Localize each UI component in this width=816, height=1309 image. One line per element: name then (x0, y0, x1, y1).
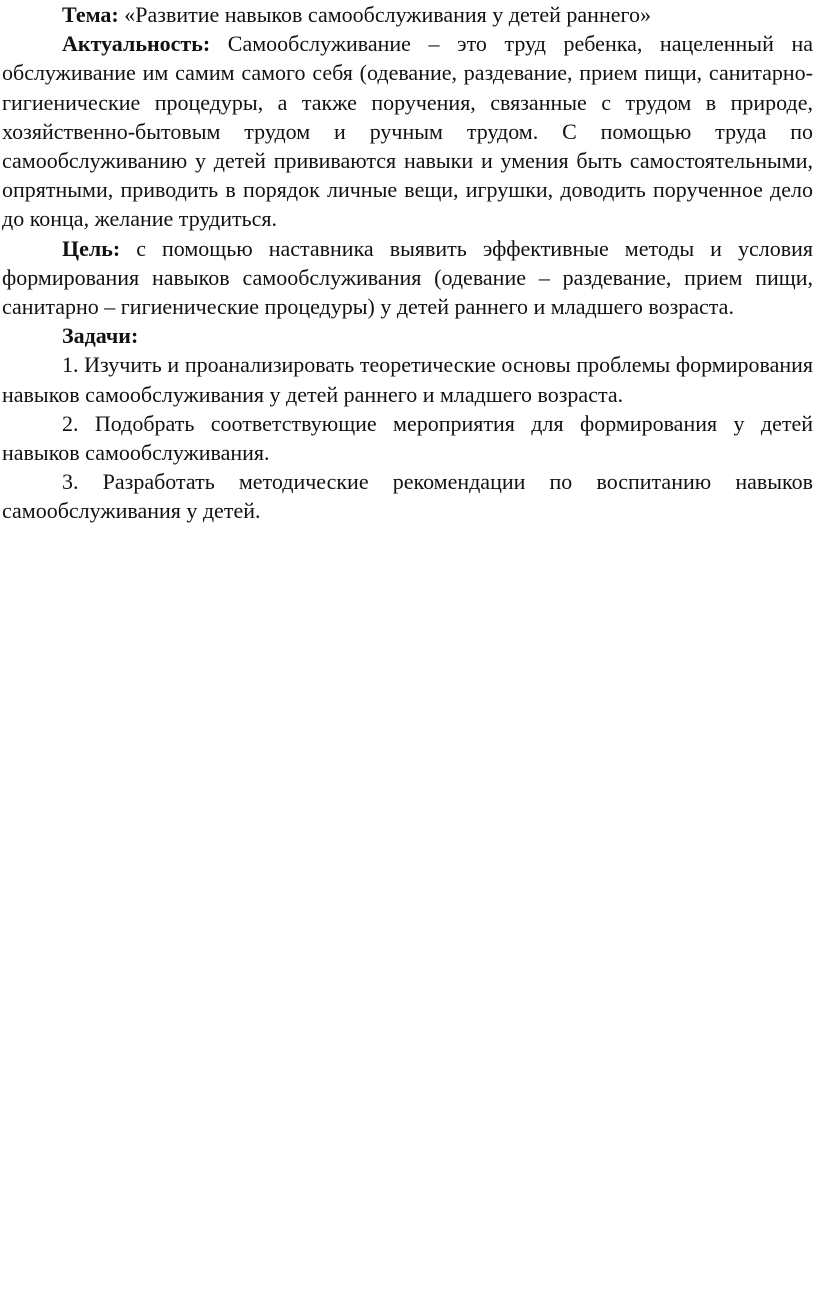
relevance-text: Самообслуживание – это труд ребенка, нацеленный на обслуживание им самим самого себя (одевание, раздевание, прием пищи, санитарно- гигиенические процедуры, а также поручения, связанные с трудом в природе, хозяйственно-бытовым трудом и ручным трудом. С помощью труда по самообслуживанию у детей прививаются навыки и умения быть самостоятельными, опрятными, приводить в порядок личные вещи, игрушки, доводить порученное дело до конца, желание трудиться. (2, 31, 813, 232)
document-body (2, 0, 813, 526)
topic-text: «Развитие навыков самообслуживания у детей раннего» (118, 2, 651, 27)
goal-paragraph (2, 234, 813, 322)
tasks-label: Задачи: (62, 323, 139, 349)
goal-label: Цель: (62, 235, 121, 261)
relevance-paragraph (2, 29, 813, 233)
tasks-heading (2, 321, 813, 350)
topic-label: Тема: (62, 2, 119, 27)
task-item-3: 3. Разработать методические рекомендации по воспитанию навыков самообслуживания у детей. (2, 469, 813, 524)
goal-text: с помощью наставника выявить эффективные методы и условия формирования навыков самообслуживания (одевание – раздевание, прием пищи, санитарно – гигиенические процедуры) у детей раннего и младшего возраста. (2, 235, 813, 320)
task-item-1: 1. Изучить и проанализировать теоретические основы проблемы формирования навыков самообслуживания у детей раннего и младшего возраста. (2, 352, 813, 407)
task-item-2: 2. Подобрать соответствующие мероприятия для формирования у детей навыков самообслуживания. (2, 410, 813, 466)
topic-paragraph (2, 0, 813, 29)
relevance-label: Актуальность: (62, 31, 211, 57)
